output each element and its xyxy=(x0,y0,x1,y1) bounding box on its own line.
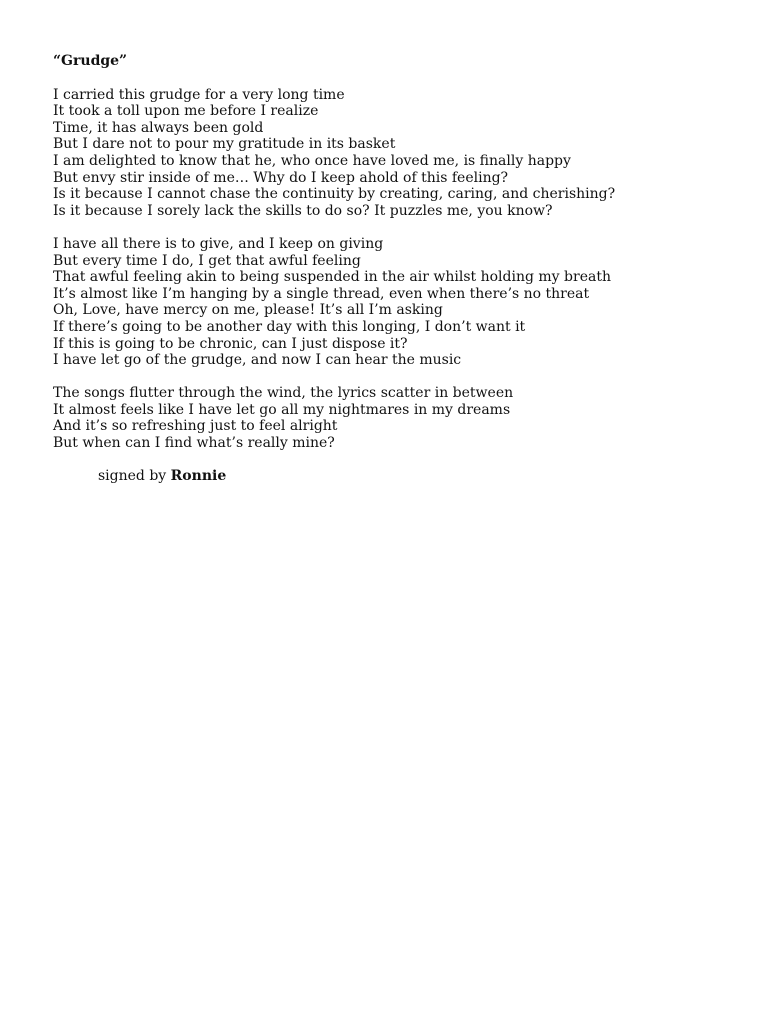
poem-line: I am delighted to know that he, who once have loved me, is finally happy xyxy=(53,152,571,169)
poem-line: I have let go of the grudge, and now I can hear the music xyxy=(53,352,462,369)
signature xyxy=(53,468,733,485)
poem-line: But every time I do, I get that awful feeling xyxy=(53,252,361,269)
stanza-3 xyxy=(53,385,733,451)
poem-document xyxy=(53,53,733,485)
poem-line: But when can I find what’s really mine? xyxy=(53,435,335,452)
stanza-1 xyxy=(53,87,733,220)
poem-line: But I dare not to pour my gratitude in its basket xyxy=(53,136,396,153)
signature-prefix: signed by xyxy=(98,468,171,485)
poem-line: If there’s going to be another day with this longing, I don’t want it xyxy=(53,318,526,335)
poem-line: Time, it has always been gold xyxy=(53,119,264,136)
poem-line: Is it because I cannot chase the continuity by creating, caring, and cherishing? xyxy=(53,186,616,203)
poem-line: I have all there is to give, and I keep on giving xyxy=(53,235,384,252)
poem-line: It’s almost like I’m hanging by a single thread, even when there’s no threat xyxy=(53,285,590,302)
poem-line: The songs flutter through the wind, the lyrics scatter in between xyxy=(53,385,514,402)
poem-line: Oh, Love, have mercy on me, please! It’s all I’m asking xyxy=(53,302,443,319)
poem-line: And it’s so refreshing just to feel alright xyxy=(53,418,338,435)
poem-line: Is it because I sorely lack the skills to do so? It puzzles me, you know? xyxy=(53,202,553,219)
poem-line: It almost feels like I have let go all my nightmares in my dreams xyxy=(53,401,511,418)
signature-name: Ronnie xyxy=(170,468,227,485)
poem-line: I carried this grudge for a very long time xyxy=(53,86,345,103)
poem-line: That awful feeling akin to being suspended in the air whilst holding my breath xyxy=(53,269,611,286)
poem-line: If this is going to be chronic, can I just dispose it? xyxy=(53,335,408,352)
stanza-2 xyxy=(53,236,733,369)
poem-line: But envy stir inside of me… Why do I keep ahold of this feeling? xyxy=(53,169,509,186)
poem-line: It took a toll upon me before I realize xyxy=(53,103,319,120)
poem-title: “Grudge” xyxy=(53,53,128,69)
